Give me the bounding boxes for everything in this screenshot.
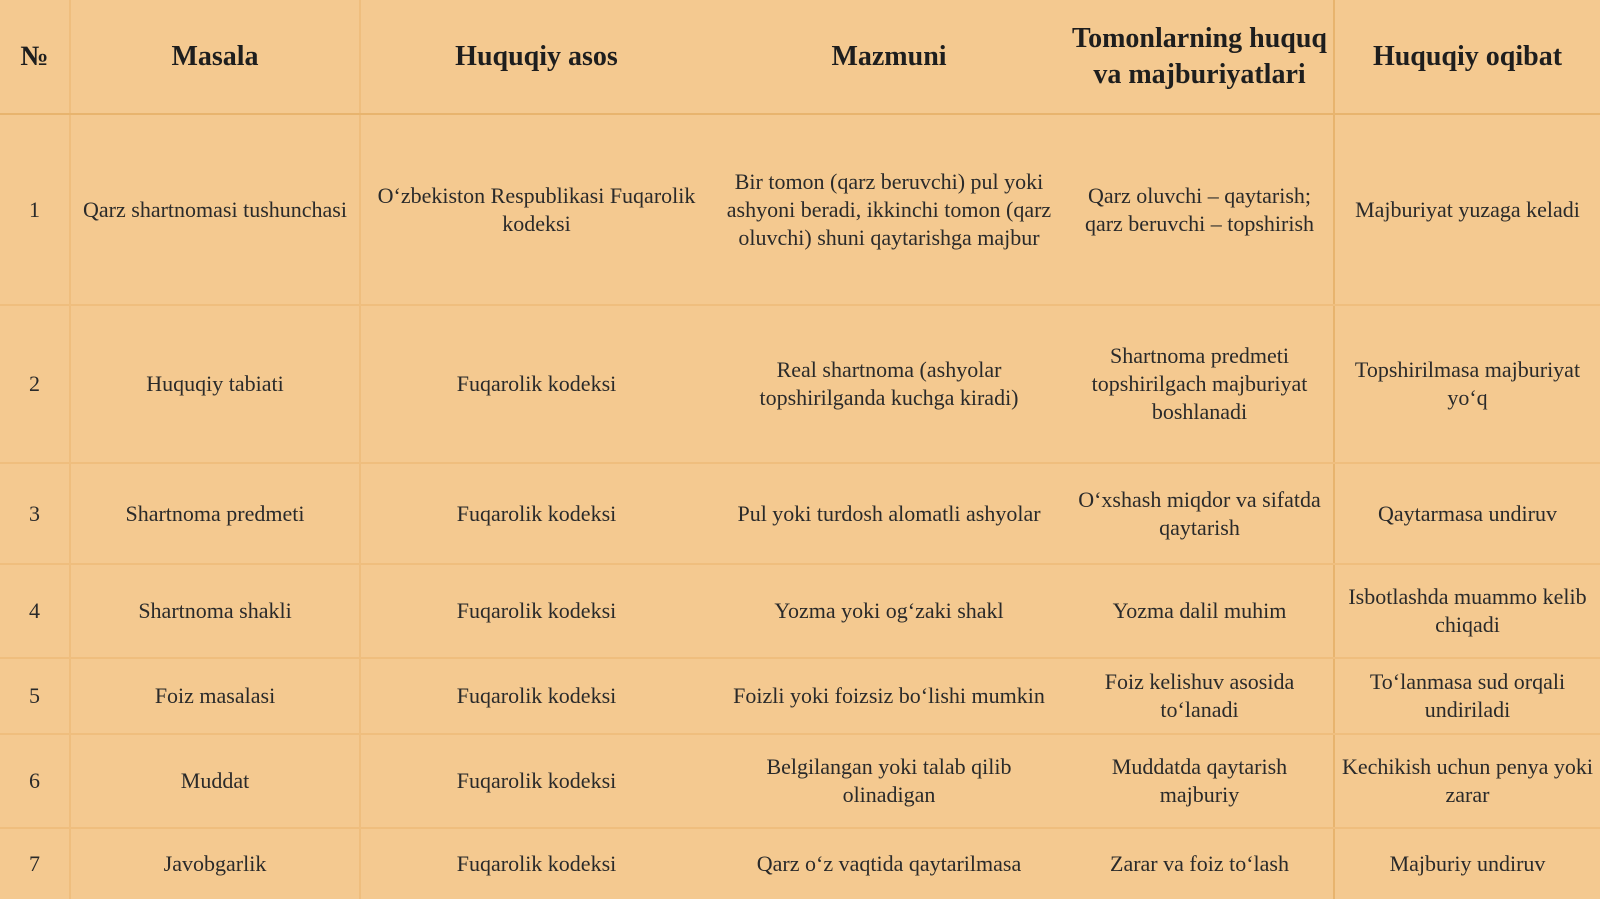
cell-huquqiy-asos: Fuqarolik kodeksi: [360, 564, 712, 658]
cell-masala: Huquqiy tabiati: [70, 305, 360, 463]
cell-mazmuni: Belgilangan yoki talab qilib olinadigan: [712, 734, 1066, 828]
cell-masala: Javobgarlik: [70, 828, 360, 899]
cell-huquqiy-oqibat: Majburiyat yuzaga keladi: [1334, 114, 1600, 305]
header-number: №: [0, 0, 70, 114]
cell-number: 7: [0, 828, 70, 899]
cell-huquqiy-oqibat: Qaytarmasa undiruv: [1334, 463, 1600, 564]
cell-tomonlar: Shartnoma predmeti topshirilgach majburiyat boshlanadi: [1066, 305, 1334, 463]
cell-masala: Shartnoma predmeti: [70, 463, 360, 564]
header-masala: Masala: [70, 0, 360, 114]
cell-number: 2: [0, 305, 70, 463]
header-huquqiy-oqibat: Huquqiy oqibat: [1334, 0, 1600, 114]
cell-mazmuni: Real shartnoma (ashyolar topshirilganda kuchga kiradi): [712, 305, 1066, 463]
cell-huquqiy-oqibat: Topshirilmasa majburiyat yo‘q: [1334, 305, 1600, 463]
header-huquqiy-asos: Huquqiy asos: [360, 0, 712, 114]
cell-huquqiy-asos: O‘zbekiston Respublikasi Fuqarolik kodeksi: [360, 114, 712, 305]
table-row: [0, 114, 1600, 305]
table-row: [0, 463, 1600, 564]
table-row: [0, 828, 1600, 899]
cell-tomonlar: Foiz kelishuv asosida to‘lanadi: [1066, 658, 1334, 734]
cell-huquqiy-asos: Fuqarolik kodeksi: [456, 851, 617, 876]
cell-number: 1: [0, 114, 70, 305]
cell-number: 4: [0, 564, 70, 658]
table-header-row: [0, 0, 1600, 114]
cell-mazmuni: Foizli yoki foizsiz bo‘lishi mumkin: [712, 658, 1066, 734]
table-row: [0, 658, 1600, 734]
cell-tomonlar: Qarz oluvchi – qaytarish; qarz beruvchi – topshirish: [1066, 114, 1334, 305]
header-tomonlar: Tomonlarning huquq va majburiyatlari: [1066, 0, 1334, 114]
cell-tomonlar: O‘xshash miqdor va sifatda qaytarish: [1066, 463, 1334, 564]
cell-number: 6: [0, 734, 70, 828]
cell-masala: Foiz masalasi: [70, 658, 360, 734]
header-mazmuni: Mazmuni: [712, 0, 1066, 114]
cell-huquqiy-asos: Fuqarolik kodeksi: [360, 734, 712, 828]
cell-huquqiy-oqibat: To‘lanmasa sud orqali undiriladi: [1334, 658, 1600, 734]
cell-huquqiy-oqibat: Majburiy undiruv: [1389, 851, 1546, 876]
cell-tomonlar: Zarar va foiz to‘lash: [1066, 828, 1334, 899]
table-row: [0, 734, 1600, 828]
cell-number: 5: [0, 658, 70, 734]
cell-huquqiy-asos: Fuqarolik kodeksi: [360, 463, 712, 564]
cell-mazmuni: Qarz o‘z vaqtida qaytarilmasa: [756, 851, 1022, 876]
cell-huquqiy-oqibat: Isbotlashda muammo kelib chiqadi: [1334, 564, 1600, 658]
cell-number: 3: [0, 463, 70, 564]
cell-tomonlar: Yozma dalil muhim: [1066, 564, 1334, 658]
cell-masala: Shartnoma shakli: [70, 564, 360, 658]
cell-mazmuni: Bir tomon (qarz beruvchi) pul yoki ashyoni beradi, ikkinchi tomon (qarz oluvchi) shuni qaytarishga majbur: [712, 114, 1066, 305]
cell-mazmuni: Yozma yoki og‘zaki shakl: [712, 564, 1066, 658]
cell-tomonlar: Muddatda qaytarish majburiy: [1066, 734, 1334, 828]
cell-huquqiy-oqibat: Kechikish uchun penya yoki zarar: [1334, 734, 1600, 828]
cell-mazmuni: Pul yoki turdosh alomatli ashyolar: [712, 463, 1066, 564]
cell-masala: Qarz shartnomasi tushunchasi: [70, 114, 360, 305]
cell-huquqiy-asos: Fuqarolik kodeksi: [360, 658, 712, 734]
table-row: [0, 564, 1600, 658]
cell-huquqiy-asos: Fuqarolik kodeksi: [360, 305, 712, 463]
cell-masala: Muddat: [70, 734, 360, 828]
table-row: [0, 305, 1600, 463]
